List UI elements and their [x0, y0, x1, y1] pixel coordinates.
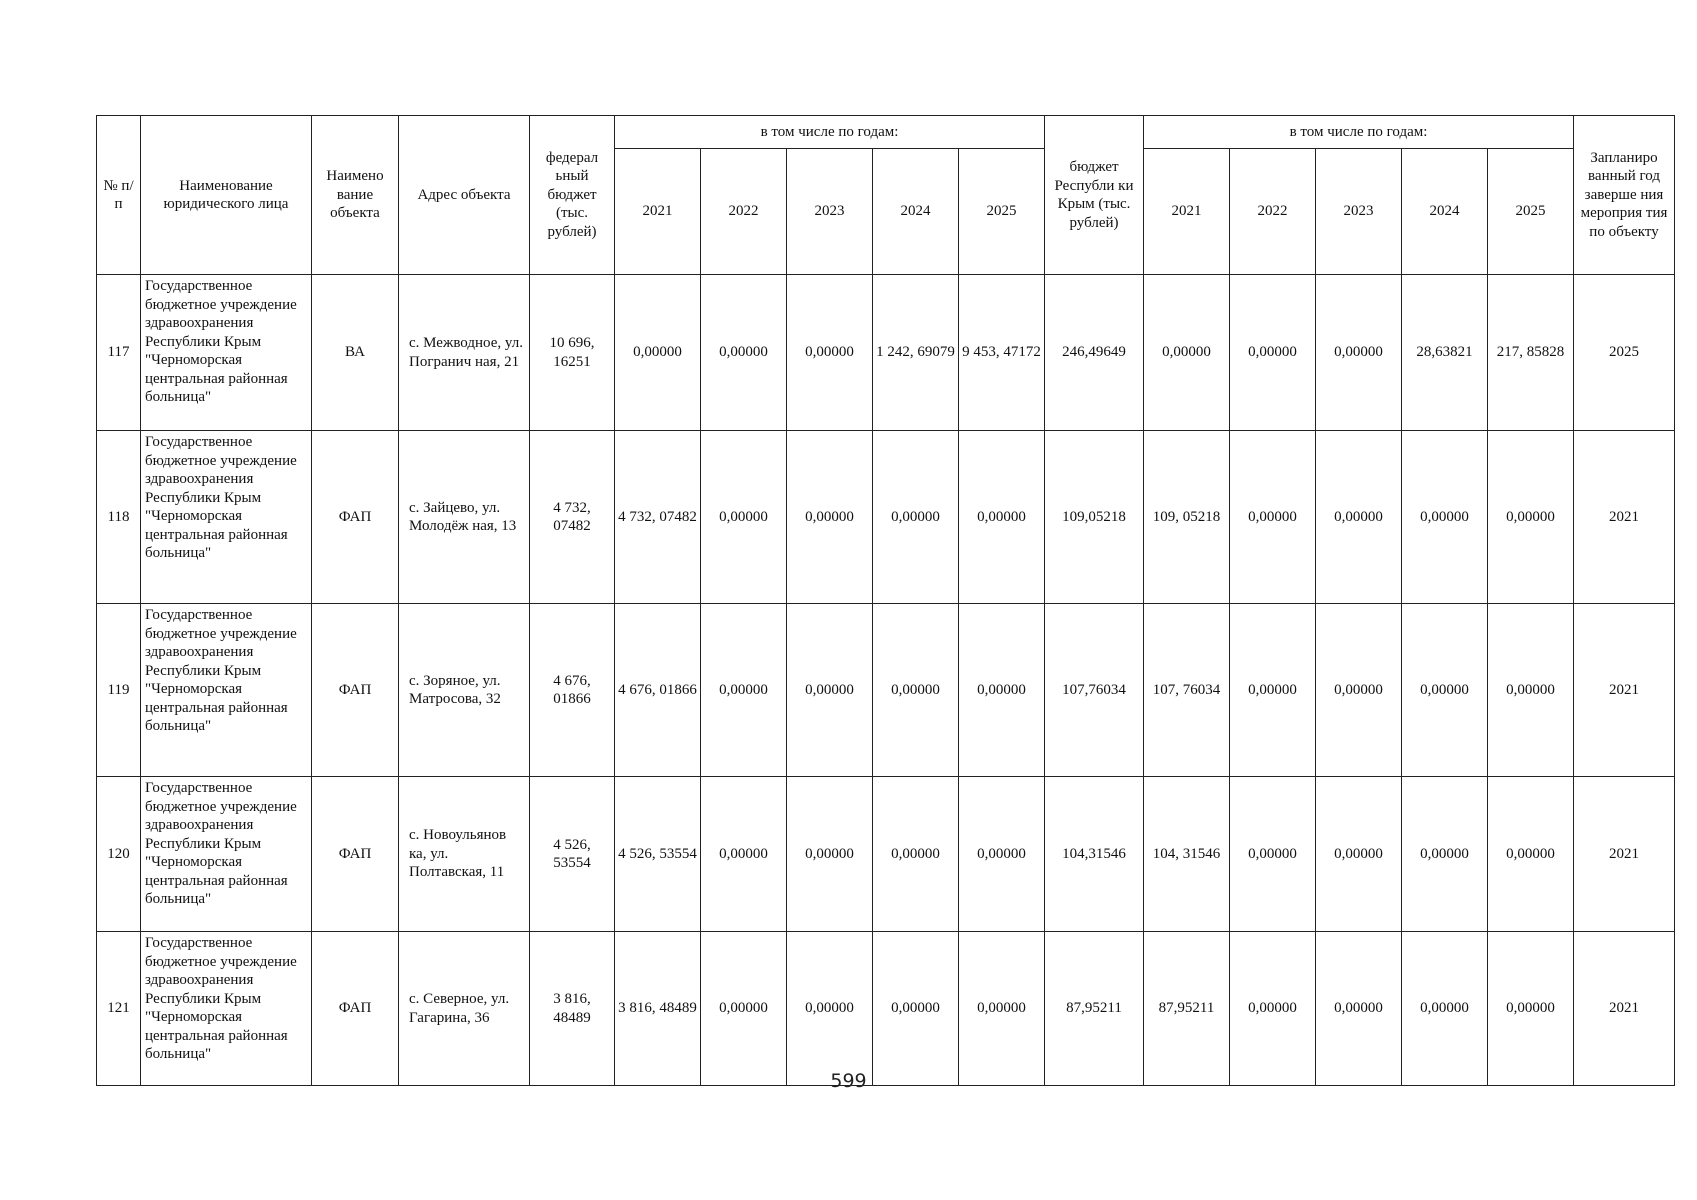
cell-republic-total: 104,31546 [1045, 777, 1144, 932]
cell-federal-year: 0,00000 [701, 431, 787, 604]
cell-federal-year: 0,00000 [959, 431, 1045, 604]
cell-federal-total: 3 816, 48489 [530, 932, 615, 1086]
cell-federal-year: 1 242, 69079 [873, 275, 959, 431]
cell-republic-year: 0,00000 [1316, 604, 1402, 777]
header-org: Наименование юридического лица [141, 116, 312, 275]
cell-republic-year: 0,00000 [1488, 604, 1574, 777]
cell-federal-year: 0,00000 [787, 777, 873, 932]
cell-federal-year: 3 816, 48489 [615, 932, 701, 1086]
cell-republic-year: 0,00000 [1402, 604, 1488, 777]
cell-republic-year: 0,00000 [1402, 932, 1488, 1086]
cell-federal-year: 4 526, 53554 [615, 777, 701, 932]
header-year: 2023 [1316, 149, 1402, 275]
cell-republic-year: 0,00000 [1402, 777, 1488, 932]
cell-republic-year: 0,00000 [1488, 777, 1574, 932]
cell-republic-year: 87,95211 [1144, 932, 1230, 1086]
cell-republic-year: 0,00000 [1230, 604, 1316, 777]
header-planned-year: Запланиро ванный год заверше ния мероприя тия по объекту [1574, 116, 1675, 275]
header-num: № п/п [97, 116, 141, 275]
cell-republic-year: 0,00000 [1316, 932, 1402, 1086]
table-row [97, 275, 1675, 431]
cell-republic-total: 107,76034 [1045, 604, 1144, 777]
cell-republic-total: 87,95211 [1045, 932, 1144, 1086]
cell-federal-year: 0,00000 [959, 604, 1045, 777]
cell-federal-year: 0,00000 [787, 604, 873, 777]
table-header-row [97, 116, 1675, 149]
cell-planned-year: 2021 [1574, 431, 1675, 604]
cell-org: Государственное бюджетное учреждение здравоохранения Республики Крым "Черноморская центральная районная больница" [141, 431, 312, 604]
cell-republic-year: 0,00000 [1230, 932, 1316, 1086]
cell-republic-year: 109, 05218 [1144, 431, 1230, 604]
cell-federal-total: 4 732, 07482 [530, 431, 615, 604]
cell-republic-year: 0,00000 [1144, 275, 1230, 431]
cell-num: 117 [97, 275, 141, 431]
cell-planned-year: 2021 [1574, 777, 1675, 932]
cell-num: 121 [97, 932, 141, 1086]
header-year: 2024 [1402, 149, 1488, 275]
cell-republic-year: 107, 76034 [1144, 604, 1230, 777]
cell-federal-year: 0,00000 [787, 932, 873, 1086]
cell-republic-year: 0,00000 [1488, 932, 1574, 1086]
cell-org: Государственное бюджетное учреждение здравоохранения Республики Крым "Черноморская центральная районная больница" [141, 932, 312, 1086]
cell-federal-year: 0,00000 [701, 604, 787, 777]
cell-object: ФАП [312, 932, 399, 1086]
cell-federal-year: 9 453, 47172 [959, 275, 1045, 431]
cell-object: ВА [312, 275, 399, 431]
cell-republic-year: 0,00000 [1316, 431, 1402, 604]
header-year: 2022 [1230, 149, 1316, 275]
cell-federal-year: 0,00000 [701, 777, 787, 932]
cell-federal-year: 0,00000 [959, 777, 1045, 932]
cell-federal-year: 4 676, 01866 [615, 604, 701, 777]
header-federal-by-years: в том числе по годам: [615, 116, 1045, 149]
cell-federal-year: 0,00000 [873, 932, 959, 1086]
page-number: 599 [830, 1070, 867, 1092]
cell-republic-year: 0,00000 [1316, 777, 1402, 932]
header-year: 2025 [1488, 149, 1574, 275]
cell-address: с. Новоульянов ка, ул. Полтавская, 11 [399, 777, 530, 932]
cell-address: с. Межводное, ул. Погранич ная, 21 [399, 275, 530, 431]
cell-republic-year: 217, 85828 [1488, 275, 1574, 431]
cell-address: с. Северное, ул. Гагарина, 36 [399, 932, 530, 1086]
table-row [97, 431, 1675, 604]
cell-federal-year: 0,00000 [959, 932, 1045, 1086]
header-year: 2025 [959, 149, 1045, 275]
cell-org: Государственное бюджетное учреждение здравоохранения Республики Крым "Черноморская центральная районная больница" [141, 604, 312, 777]
cell-republic-year: 104, 31546 [1144, 777, 1230, 932]
cell-federal-year: 0,00000 [873, 431, 959, 604]
cell-federal-total: 4 676, 01866 [530, 604, 615, 777]
cell-object: ФАП [312, 604, 399, 777]
header-year: 2021 [615, 149, 701, 275]
header-republic-budget: бюджет Республи ки Крым (тыс. рублей) [1045, 116, 1144, 275]
cell-federal-total: 10 696, 16251 [530, 275, 615, 431]
header-year: 2024 [873, 149, 959, 275]
header-object: Наимено вание объекта [312, 116, 399, 275]
cell-org: Государственное бюджетное учреждение здравоохранения Республики Крым "Черноморская центральная районная больница" [141, 777, 312, 932]
cell-federal-year: 4 732, 07482 [615, 431, 701, 604]
header-year: 2023 [787, 149, 873, 275]
cell-planned-year: 2021 [1574, 932, 1675, 1086]
table-row [97, 932, 1675, 1086]
cell-object: ФАП [312, 777, 399, 932]
header-republic-by-years: в том числе по годам: [1144, 116, 1574, 149]
cell-federal-year: 0,00000 [787, 275, 873, 431]
table-row [97, 604, 1675, 777]
cell-address: с. Зоряное, ул. Матросова, 32 [399, 604, 530, 777]
cell-federal-total: 4 526, 53554 [530, 777, 615, 932]
header-year: 2022 [701, 149, 787, 275]
cell-federal-year: 0,00000 [873, 777, 959, 932]
cell-object: ФАП [312, 431, 399, 604]
header-federal-budget: федерал ьный бюджет (тыс. рублей) [530, 116, 615, 275]
header-year: 2021 [1144, 149, 1230, 275]
cell-federal-year: 0,00000 [787, 431, 873, 604]
cell-republic-year: 28,63821 [1402, 275, 1488, 431]
cell-republic-year: 0,00000 [1230, 275, 1316, 431]
cell-republic-year: 0,00000 [1402, 431, 1488, 604]
cell-org: Государственное бюджетное учреждение здравоохранения Республики Крым "Черноморская центральная районная больница" [141, 275, 312, 431]
cell-address: с. Зайцево, ул. Молодёж ная, 13 [399, 431, 530, 604]
cell-republic-year: 0,00000 [1230, 431, 1316, 604]
cell-federal-year: 0,00000 [873, 604, 959, 777]
cell-republic-year: 0,00000 [1230, 777, 1316, 932]
cell-republic-year: 0,00000 [1488, 431, 1574, 604]
cell-num: 118 [97, 431, 141, 604]
cell-planned-year: 2021 [1574, 604, 1675, 777]
table-row [97, 777, 1675, 932]
cell-republic-total: 246,49649 [1045, 275, 1144, 431]
cell-federal-year: 0,00000 [701, 275, 787, 431]
cell-republic-total: 109,05218 [1045, 431, 1144, 604]
budget-table [96, 115, 1675, 1086]
cell-planned-year: 2025 [1574, 275, 1675, 431]
cell-federal-year: 0,00000 [701, 932, 787, 1086]
cell-republic-year: 0,00000 [1316, 275, 1402, 431]
cell-num: 119 [97, 604, 141, 777]
header-address: Адрес объекта [399, 116, 530, 275]
cell-federal-year: 0,00000 [615, 275, 701, 431]
cell-num: 120 [97, 777, 141, 932]
